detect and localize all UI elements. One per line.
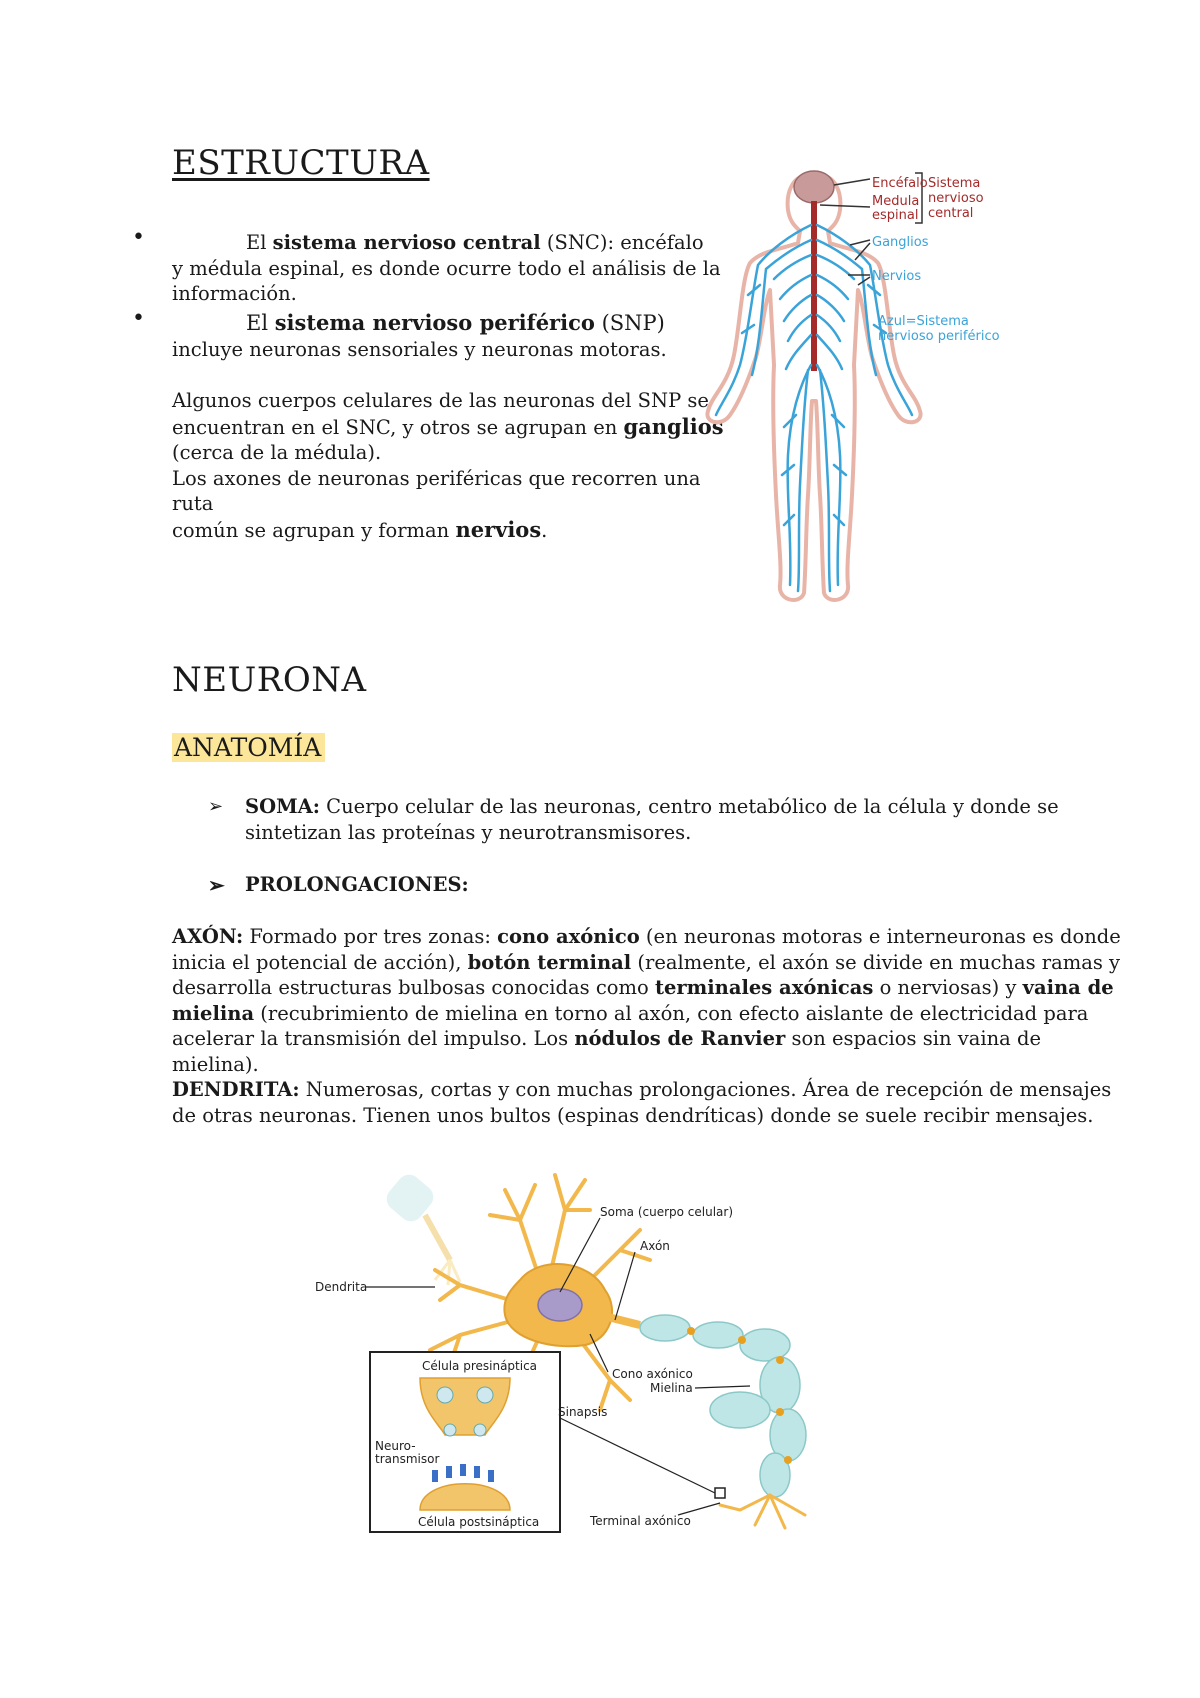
axon-text: (recubrimiento de mielina en torno al axón, con efecto aislante de electricidad para <box>254 1001 1089 1025</box>
bullet-dot: • <box>132 306 145 331</box>
label-postsinaptica: Célula postsináptica <box>418 1515 540 1529</box>
cono-axonico-term: cono axónico <box>497 925 640 948</box>
snp-paragraph <box>172 310 732 362</box>
label-axon: Axón <box>640 1239 670 1253</box>
axon-label: AXÓN: <box>172 925 244 948</box>
section-title-neurona: NEURONA <box>172 660 367 700</box>
label-nervioso: nervioso <box>928 191 984 206</box>
label-nervios: Nervios <box>872 269 922 284</box>
soma-line1: Cuerpo celular de las neuronas, centro metabólico de la célula y donde se <box>319 795 1059 818</box>
soma-paragraph <box>245 794 1145 845</box>
axon-text: desarrolla estructuras bulbosas conocidas como <box>172 976 655 999</box>
prolongaciones-heading: PROLONGACIONES: <box>245 873 469 896</box>
bullet-dot: • <box>132 225 145 250</box>
para-line4: Los axones de neuronas periféricas que recorren una ruta <box>172 466 701 515</box>
label-espinal: espinal <box>872 208 919 223</box>
synapse-marker <box>715 1488 725 1498</box>
nervios-term: nervios <box>455 516 542 542</box>
axon-terminals <box>720 1495 805 1528</box>
label-azul-1: Azul=Sistema <box>878 314 969 329</box>
myelin-sheath <box>640 1315 806 1497</box>
label-medula: Medula <box>872 194 920 209</box>
ganglios-paragraph <box>172 388 732 543</box>
para-line3: (cerca de la médula). <box>172 441 382 464</box>
ranvier-term: nódulos de Ranvier <box>574 1027 786 1050</box>
axon-text: (realmente, el axón se divide en muchas ramas y <box>631 950 1121 974</box>
dendrita-paragraph <box>172 1077 1152 1128</box>
snp-pre: El <box>246 311 275 335</box>
snp-abbrev: (SNP) <box>594 311 665 335</box>
snc-pre: El <box>246 231 273 254</box>
axon-text: inicia el potencial de acción), <box>172 950 468 974</box>
label-presinaptica: Célula presináptica <box>422 1359 538 1373</box>
snc-abbrev: (SNC) <box>540 231 608 254</box>
label-central: central <box>928 206 974 221</box>
label-neuro-1: Neuro- <box>375 1439 416 1453</box>
dendrita-line2: de otras neuronas. Tienen unos bultos (espinas dendríticas) donde se suele recibir mensajes. <box>172 1103 1094 1127</box>
snc-paragraph <box>172 230 732 307</box>
axon-text: Formado por tres zonas: <box>243 925 498 948</box>
nervous-system-figure <box>700 165 1050 615</box>
anatomia-heading <box>172 733 325 762</box>
presynaptic-axon <box>382 1170 460 1285</box>
spinal-cord <box>811 201 817 371</box>
arrow-bullet-icon: ➢ <box>208 796 224 817</box>
label-terminal: Terminal axónico <box>590 1514 691 1528</box>
axon-text: o nerviosas) y <box>873 976 1023 999</box>
nucleus <box>538 1289 582 1321</box>
axon-text: (en neuronas motoras e interneuronas es donde <box>639 925 1121 948</box>
label-neuro-2: transmisor <box>375 1452 440 1466</box>
anatomia-highlight: ANATOMÍA <box>172 733 325 762</box>
para-line1: Algunos cuerpos celulares de las neuronas del SNP se <box>172 389 709 412</box>
snp-term: sistema nervioso periférico <box>274 310 595 335</box>
vaina-term: vaina de <box>1022 976 1114 999</box>
label-azul-2: nervioso periférico <box>878 329 1000 344</box>
brain-icon <box>794 171 834 203</box>
label-encefalo: Encéfalo <box>872 176 928 191</box>
ganglios-term: ganglios <box>623 413 724 439</box>
label-ganglios: Ganglios <box>872 235 929 250</box>
soma-label: SOMA: <box>245 795 320 818</box>
section-title-estructura: ESTRUCTURA <box>172 143 430 183</box>
label-sinapsis: Sinapsis <box>558 1405 608 1419</box>
terminales-axonicas-term: terminales axónicas <box>654 976 874 999</box>
axon-text: acelerar la transmisión del impulso. Los <box>172 1027 575 1050</box>
label-mielina: Mielina <box>650 1381 693 1395</box>
snc-term: sistema nervioso central <box>272 231 541 254</box>
arrow-bullet-icon: ➢ <box>208 873 225 897</box>
para-line5: común se agrupan y forman <box>172 518 456 542</box>
axon-paragraph <box>172 924 1132 1077</box>
neuron-figure <box>310 1150 910 1540</box>
label-cono: Cono axónico <box>612 1367 693 1381</box>
snc-line3: información. <box>172 282 297 305</box>
snp-line2: incluye neuronas sensoriales y neuronas motoras. <box>172 337 667 361</box>
snc-rest: : encéfalo <box>607 231 704 254</box>
dendrita-label: DENDRITA: <box>172 1078 300 1101</box>
label-soma: Soma (cuerpo celular) <box>600 1205 734 1219</box>
para-line2: encuentran en el SNC, y otros se agrupan en <box>172 415 624 439</box>
soma-line2: sintetizan las proteínas y neurotransmisores. <box>245 820 692 844</box>
dendrita-line1: Numerosas, cortas y con muchas prolongaciones. Área de recepción de mensajes <box>299 1078 1112 1101</box>
boton-terminal-term: botón terminal <box>467 950 632 974</box>
label-dendrita: Dendrita <box>315 1280 368 1294</box>
para-line5-end: . <box>541 518 548 542</box>
mielina-term: mielina <box>172 1001 255 1025</box>
snc-line2: y médula espinal, es donde ocurre todo el análisis de la <box>172 256 721 280</box>
axon-text: son espacios sin vaina de mielina). <box>172 1027 1042 1076</box>
label-sistema: Sistema <box>928 176 981 191</box>
